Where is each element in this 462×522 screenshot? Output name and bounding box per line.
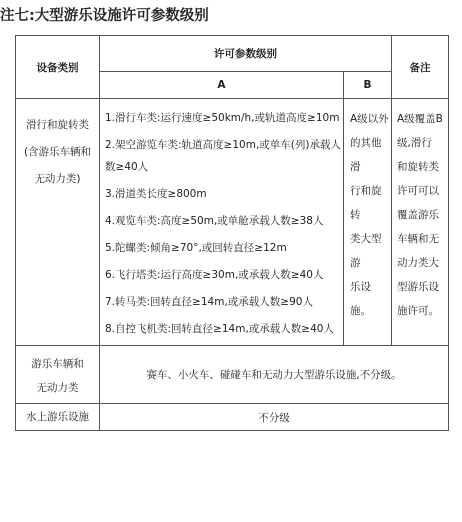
- note-line: 型游乐设: [397, 281, 439, 293]
- level-b-line: 类大型游: [350, 233, 382, 269]
- category-line: 水上游乐设施: [26, 411, 89, 423]
- note-line: 级,滑行: [397, 137, 432, 149]
- note-line: 车辆和无: [397, 233, 439, 245]
- level-a-item: 4.观览车类:高度≥50m,或单舱承载人数≥38人: [105, 215, 324, 227]
- category-line: 滑行和旋转类: [26, 119, 89, 131]
- category-water-rides: [16, 404, 100, 431]
- note-line: A级覆盖B: [397, 113, 443, 125]
- level-b-line: 行和旋转: [350, 185, 382, 221]
- note-line: 和旋转类: [397, 161, 439, 173]
- header-note: 备注: [392, 36, 449, 99]
- level-b-line: A级以外: [350, 113, 389, 125]
- level-a-item: 3.滑道类长度≥800m: [105, 188, 207, 200]
- category-slide-rotate: [16, 99, 100, 346]
- water-rides-value: 不分级: [100, 404, 449, 431]
- category-line: (含游乐车辆和: [23, 146, 92, 158]
- level-b-line: 的其他滑: [350, 137, 382, 173]
- note-slide-rotate: [392, 99, 449, 346]
- level-a-item: 2.架空游览车类:轨道高度≥10m,或单车(列)承载人数≥40人: [105, 139, 341, 173]
- level-a-item: 6.飞行塔类:运行高度≥30m,或承载人数≥40人: [105, 269, 324, 281]
- header-level-b: B: [344, 72, 392, 99]
- category-line: 无动力类: [36, 382, 79, 394]
- vehicles-unpowered-value: 赛车、小火车、碰碰车和无动力大型游乐设施,不分级。: [100, 346, 449, 404]
- note-line: 动力类大: [397, 257, 439, 269]
- category-line: 无动力类): [34, 173, 81, 185]
- level-a-item: 1.滑行车类:运行速度≥50km/h,或轨道高度≥10m: [105, 112, 340, 124]
- level-b-line: 乐设施。: [350, 281, 371, 317]
- level-b-params: [344, 99, 392, 346]
- category-vehicles-unpowered: [16, 346, 100, 404]
- permit-level-table: [15, 35, 449, 431]
- header-params: 许可参数级别: [100, 36, 392, 72]
- category-line: 游乐车辆和: [31, 358, 84, 370]
- note-line: 覆盖游乐: [397, 209, 439, 221]
- page-title: 注七:大型游乐设施许可参数级别: [0, 8, 209, 24]
- header-category: 设备类别: [16, 36, 100, 99]
- level-a-item: 8.自控飞机类:回转直径≥14m,或承载人数≥40人: [105, 323, 334, 335]
- header-level-a: A: [100, 72, 344, 99]
- level-a-item: 7.转马类:回转直径≥14m,或承载人数≥90人: [105, 296, 313, 308]
- note-line: 许可可以: [397, 185, 439, 197]
- note-line: 施许可。: [397, 305, 439, 317]
- level-a-item: 5.陀螺类:倾角≥70°,或回转直径≥12m: [105, 242, 287, 254]
- level-a-params: [100, 99, 344, 346]
